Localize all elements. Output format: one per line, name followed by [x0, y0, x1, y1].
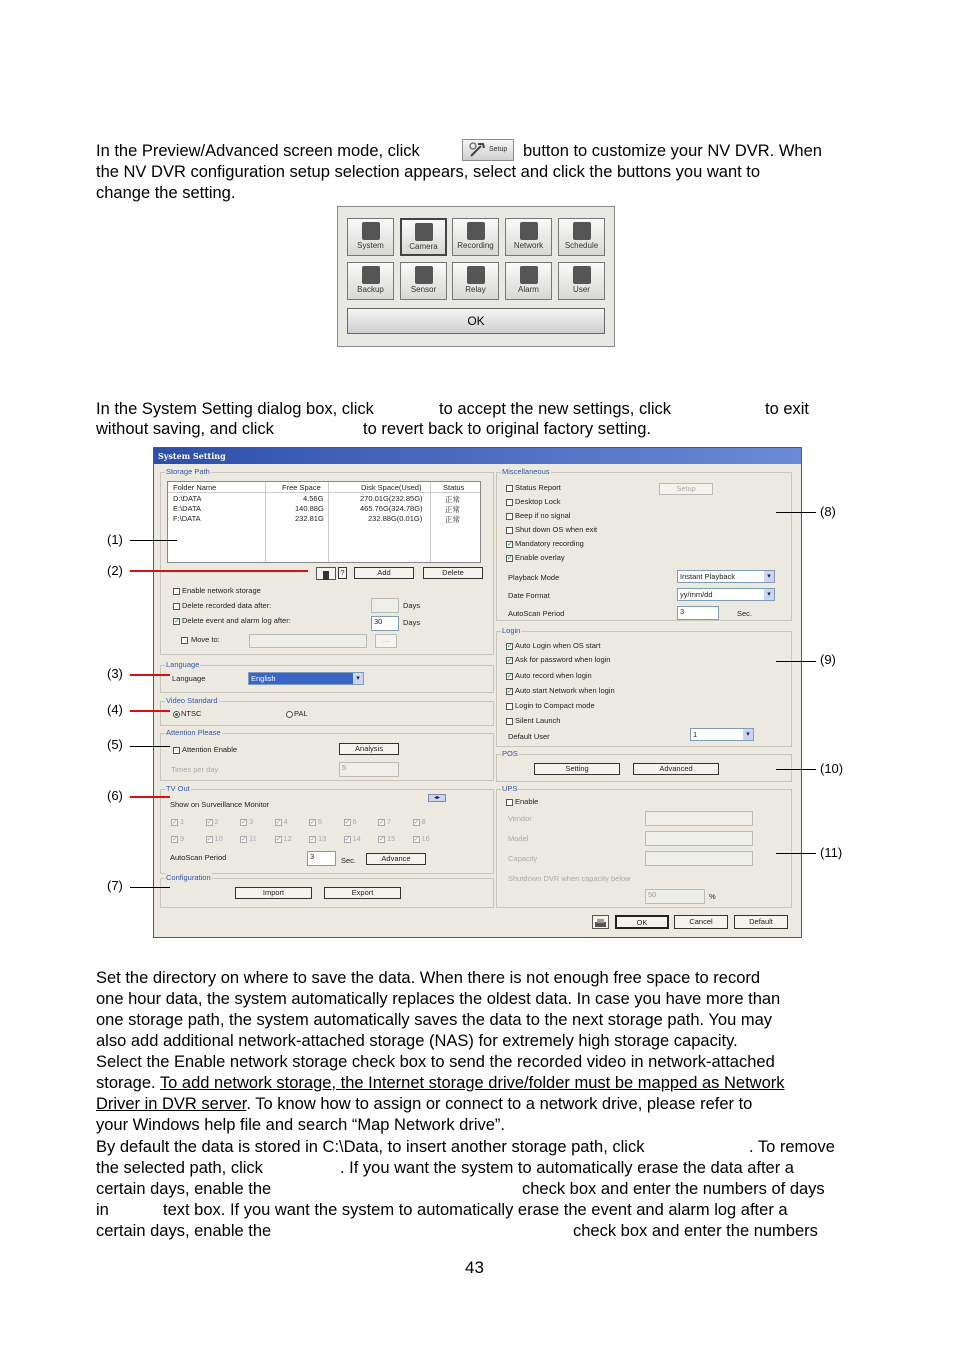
user-icon — [573, 266, 591, 284]
attention-group-label: Attention Please — [166, 728, 221, 737]
enable-overlay-checkbox[interactable]: ✓ — [507, 555, 513, 562]
move-to-input[interactable] — [249, 634, 367, 648]
sec-label: Sec. — [341, 856, 357, 865]
body-line: . If you want the system to automatically erase the data after a — [340, 1159, 794, 1177]
body-line: your Windows help file and search “Map Network drive”. — [96, 1116, 505, 1134]
event-days-input[interactable]: 30 — [371, 616, 399, 631]
body-line: Set the directory on where to save the data. When there is not enough free space to record — [96, 969, 761, 987]
callout-line-red — [130, 570, 308, 572]
callout-5: (5) — [107, 737, 123, 752]
sec-label: Sec. — [737, 609, 753, 618]
backup-button[interactable]: Backup — [347, 262, 394, 300]
table-cell: 270.01G(232.85G) — [360, 494, 423, 503]
callout-1: (1) — [107, 532, 123, 547]
table-cell: 465.76G(324.78G) — [360, 504, 423, 513]
attention-enable-checkbox[interactable] — [173, 747, 180, 754]
pos-group-label: POS — [502, 749, 518, 758]
delete-recorded-label: Delete recorded data after: — [182, 601, 272, 610]
callout-line-red — [130, 796, 170, 798]
misc-autoscan-input[interactable]: 3 — [677, 606, 719, 620]
language-group — [160, 660, 494, 693]
network-storage-note: To add network storage, the Internet storage drive/folder must be mapped as Network — [159, 1074, 785, 1092]
tv-channel-label: 3 — [249, 817, 254, 826]
body-paragraph-1 — [96, 968, 856, 1136]
miscellaneous-group — [496, 467, 792, 621]
ups-enable-checkbox[interactable] — [506, 799, 513, 806]
relay-button[interactable]: Relay — [452, 262, 499, 300]
capacity-label: Capacity — [508, 854, 538, 863]
schedule-icon — [573, 222, 591, 240]
tv-out-group — [160, 784, 494, 874]
storage-table[interactable] — [167, 481, 481, 563]
move-to-label: Move to: — [191, 635, 220, 644]
tv-channel-checkbox[interactable]: ✓ — [206, 836, 213, 843]
tv-channel-checkbox[interactable]: ✓ — [310, 836, 316, 843]
help-button[interactable]: ? — [338, 567, 347, 579]
storage-path-group — [160, 467, 494, 655]
configuration-label: Configuration — [166, 873, 211, 882]
ups-enable-label: Enable — [515, 797, 539, 806]
tv-channel-label: 11 — [249, 834, 257, 843]
pos-advanced-button[interactable]: Advanced — [633, 763, 719, 775]
col-disk-space: Disk Space(Used) — [361, 483, 422, 492]
setup-label: Setup — [489, 146, 508, 153]
callout-line-red — [130, 710, 170, 712]
tv-channel-label: 5 — [318, 817, 323, 826]
dialog-intro-line-1b: to accept the new settings, click — [439, 400, 672, 418]
status-report-label: Status Report — [515, 483, 561, 492]
tv-channel-label: 2 — [214, 817, 219, 826]
chevron-down-icon: ▾ — [743, 729, 753, 740]
tv-channel-checkbox[interactable]: ✓ — [310, 819, 316, 826]
body-line: one storage path, the system automatically saves the data to the next storage path. You may — [96, 1011, 773, 1029]
tv-channel-checkbox[interactable]: ✓ — [275, 819, 282, 826]
dialog-cancel-button[interactable]: Cancel — [674, 915, 728, 929]
tv-channel-label: 14 — [352, 834, 361, 843]
intro-line-1b: button to customize your NV DVR. When — [523, 142, 822, 160]
body-line: also add additional network-attached storage (NAS) for extremely high storage capacity. — [96, 1032, 738, 1050]
col-status: Status — [443, 483, 465, 492]
mandatory-recording-checkbox[interactable]: ✓ — [507, 541, 513, 548]
tv-channel-checkbox[interactable]: ✓ — [241, 836, 247, 843]
tv-channel-checkbox[interactable]: ✓ — [379, 819, 385, 826]
ups-group-label: UPS — [502, 784, 518, 793]
tv-channel-checkbox[interactable]: ✓ — [172, 819, 178, 826]
ntsc-radio[interactable] — [173, 711, 180, 718]
beep-checkbox[interactable] — [506, 513, 513, 520]
dialog-title: System Setting — [154, 448, 801, 464]
pos-setting-button[interactable]: Setting — [534, 763, 620, 775]
user-button[interactable]: User — [558, 262, 605, 300]
tv-channel-checkbox[interactable]: ✓ — [241, 819, 247, 826]
callout-line — [776, 512, 816, 513]
table-cell: F:\DATA — [173, 514, 201, 523]
table-cell: D:\DATA — [173, 494, 202, 503]
table-cell: 正常 — [445, 495, 460, 504]
tv-channel-label: 1 — [180, 817, 185, 826]
body-line: one hour data, the system automatically replaces the oldest data. In case you have more than — [96, 990, 781, 1008]
misc-group-label: Miscellaneous — [502, 467, 550, 476]
delete-event-label: Delete event and alarm log after: — [182, 616, 291, 625]
pal-label: PAL — [294, 709, 308, 718]
date-format-select[interactable]: yy/mm/dd ▾ — [677, 588, 775, 601]
col-free-space: Free Space — [282, 483, 321, 492]
tv-out-label: TV Out — [166, 784, 190, 793]
auto-record-checkbox[interactable]: ✓ — [507, 673, 513, 680]
network-icon — [520, 222, 538, 240]
compact-mode-label: Login to Compact mode — [515, 701, 595, 710]
silent-launch-checkbox[interactable] — [506, 718, 513, 725]
enable-network-label: Enable network storage — [182, 586, 261, 595]
callout-7: (7) — [107, 878, 123, 893]
tv-channel-label: 10 — [214, 834, 223, 843]
language-label: Language — [172, 674, 206, 683]
pos-group — [496, 749, 792, 782]
tv-channel-checkbox[interactable]: ✓ — [275, 836, 282, 843]
capacity-input[interactable] — [645, 851, 753, 866]
tv-channel-label: 13 — [318, 834, 327, 843]
show-monitor-label: Show on Surveillance Monitor — [170, 800, 270, 809]
playback-mode-label: Playback Mode — [508, 573, 560, 582]
ups-percent-input[interactable]: 50 — [645, 889, 705, 904]
dialog-ok-button[interactable]: OK — [615, 915, 669, 929]
tv-channel-checkbox[interactable]: ✓ — [344, 836, 351, 843]
setup-button-image — [462, 139, 514, 161]
callout-line-red — [130, 674, 170, 676]
recording-icon — [467, 222, 485, 240]
network-storage-note: Driver in DVR server — [96, 1095, 247, 1113]
shutdown-dvr-label: Shutdown DVR when capacity below — [508, 874, 631, 883]
days-label: Days — [403, 618, 421, 627]
page-number: 43 — [465, 1258, 484, 1277]
camera-button[interactable]: Camera — [400, 218, 447, 256]
auto-network-checkbox[interactable]: ✓ — [507, 688, 513, 695]
status-report-checkbox[interactable] — [506, 485, 513, 492]
callout-2: (2) — [107, 563, 123, 578]
backup-icon — [362, 266, 380, 284]
body-line: By default the data is stored in C:\Data, to insert another storage path, click — [96, 1138, 645, 1156]
body-line: text box. If you want the system to automatically erase the event and alarm log after a — [163, 1201, 788, 1219]
delete-event-checkbox[interactable]: ✓ — [174, 618, 180, 625]
callout-line — [130, 887, 170, 888]
recorded-days-input[interactable] — [371, 598, 399, 613]
language-group-label: Language — [166, 660, 200, 669]
vendor-label: Vendor — [508, 814, 532, 823]
dialog-intro-line-1c: to exit — [765, 400, 810, 418]
table-cell: 140.88G — [295, 504, 324, 513]
auto-network-label: Auto start Network when login — [515, 686, 615, 695]
ups-group — [496, 784, 792, 908]
beep-label: Beep if no signal — [515, 511, 571, 520]
callout-3: (3) — [107, 666, 123, 681]
alarm-button[interactable]: Alarm — [505, 262, 552, 300]
status-setup-button[interactable]: Setup — [659, 483, 713, 495]
analysis-button[interactable]: Analysis — [339, 743, 399, 755]
days-label: Days — [403, 601, 421, 610]
tv-channel-label: 12 — [283, 834, 292, 843]
desktop-lock-label: Desktop Lock — [515, 497, 561, 506]
login-group — [496, 626, 792, 747]
tv-channel-label: 4 — [283, 817, 288, 826]
tv-channel-checkbox[interactable]: ✓ — [344, 819, 351, 826]
configuration-group — [160, 873, 494, 908]
browse-button[interactable]: ... — [375, 634, 397, 648]
camera-icon — [415, 223, 433, 241]
playback-mode-select[interactable]: Instant Playback ▾ — [677, 570, 775, 583]
compact-mode-checkbox[interactable] — [506, 703, 513, 710]
silent-launch-label: Silent Launch — [515, 716, 561, 725]
percent-label: % — [709, 892, 716, 901]
tv-channel-label: 6 — [352, 817, 357, 826]
misc-autoscan-label: AutoScan Period — [508, 609, 565, 618]
network-button[interactable]: Network — [505, 218, 552, 256]
system-icon — [362, 222, 380, 240]
callout-line — [776, 853, 816, 854]
tv-channel-label: 7 — [387, 817, 392, 826]
delete-recorded-checkbox[interactable] — [173, 603, 180, 610]
setup-selection-panel — [337, 206, 615, 347]
body-line: the selected path, click — [96, 1159, 263, 1177]
intro-line-3: change the setting. — [96, 184, 236, 202]
body-line: . To remove — [749, 1138, 835, 1156]
attention-enable-label: Attention Enable — [182, 745, 238, 754]
chevron-down-icon: ▾ — [764, 571, 774, 582]
network-drive-button[interactable] — [316, 567, 336, 580]
desktop-lock-checkbox[interactable] — [506, 499, 513, 506]
intro-line-1: In the Preview/Advanced screen mode, click — [96, 142, 420, 160]
tv-channel-label: 9 — [180, 834, 185, 843]
video-standard-label: Video Standard — [166, 696, 218, 705]
mandatory-recording-label: Mandatory recording — [515, 539, 584, 548]
table-cell: E:\DATA — [173, 504, 202, 513]
ok-button[interactable]: OK — [347, 308, 605, 334]
tv-channel-label: 16 — [421, 834, 430, 843]
ask-password-checkbox[interactable]: ✓ — [507, 657, 513, 664]
alarm-icon — [520, 266, 538, 284]
table-cell: 正常 — [445, 505, 460, 514]
callout-line — [776, 661, 816, 662]
export-button[interactable]: Export — [324, 887, 401, 899]
scroll-arrows-icon[interactable]: ◂▸ — [428, 794, 446, 802]
auto-record-label: Auto record when login — [515, 671, 592, 680]
callout-8: (8) — [820, 504, 836, 519]
relay-icon — [467, 266, 485, 284]
body-line: check box and enter the numbers of days — [522, 1180, 825, 1198]
vendor-input[interactable] — [645, 811, 753, 826]
enable-network-checkbox[interactable] — [173, 588, 180, 595]
callout-line — [776, 769, 816, 770]
tv-channel-label: 8 — [421, 817, 426, 826]
default-user-select[interactable]: 1 ▾ — [690, 728, 754, 741]
tv-channel-label: 15 — [387, 834, 396, 843]
date-format-label: Date Format — [508, 591, 550, 600]
sensor-icon — [415, 266, 433, 284]
attention-group — [160, 728, 494, 781]
add-button[interactable]: Add — [354, 567, 414, 579]
move-to-checkbox[interactable] — [181, 637, 188, 644]
tv-advance-button[interactable]: Advance — [366, 853, 426, 865]
auto-login-label: Auto Login when OS start — [515, 641, 601, 650]
callout-4: (4) — [107, 702, 123, 717]
callout-6: (6) — [107, 788, 123, 803]
dialog-intro-line-1: In the System Setting dialog box, click — [96, 400, 374, 418]
chevron-down-icon: ▾ — [764, 589, 774, 600]
tv-autoscan-label: AutoScan Period — [170, 853, 227, 862]
body-line: certain days, enable the — [96, 1222, 272, 1240]
times-per-day-label: Times per day — [171, 765, 219, 774]
times-per-day-input[interactable]: 5 — [339, 762, 399, 777]
model-label: Model — [508, 834, 529, 843]
table-cell: 232.88G(0.01G) — [368, 514, 423, 523]
tv-channel-checkbox[interactable]: ✓ — [379, 836, 385, 843]
body-line: Select the Enable network storage check box to send the recorded video in network-attached — [96, 1053, 775, 1071]
callout-11: (11) — [820, 845, 843, 860]
table-cell: 232.81G — [295, 514, 324, 523]
login-group-label: Login — [502, 626, 521, 635]
body-line: Driver in DVR server. To know how to assign or connect to a network drive, please refer to — [96, 1095, 753, 1113]
table-cell: 正常 — [445, 515, 460, 524]
callout-10: (10) — [820, 761, 844, 776]
enable-overlay-label: Enable overlay — [515, 553, 565, 562]
dialog-intro-line-2: without saving, and click — [96, 420, 274, 438]
callout-9: (9) — [820, 652, 836, 667]
intro-line-2: the NV DVR configuration setup selection appears, select and click the buttons you want to — [96, 163, 761, 181]
pal-radio[interactable] — [286, 711, 293, 718]
shutdown-os-checkbox[interactable] — [506, 527, 513, 534]
col-folder-name: Folder Name — [173, 483, 217, 492]
language-select[interactable]: English ▾ — [248, 672, 364, 685]
system-setting-dialog — [153, 447, 802, 938]
schedule-button[interactable]: Schedule — [558, 218, 605, 256]
video-standard-group — [160, 696, 494, 726]
storage-path-label: Storage Path — [166, 467, 210, 476]
body-line: in — [96, 1201, 109, 1219]
auto-login-checkbox[interactable]: ✓ — [507, 643, 513, 650]
ntsc-label: NTSC — [181, 709, 202, 718]
dialog-intro-line-2b: to revert back to original factory setting. — [363, 420, 651, 438]
tv-channel-checkbox[interactable]: ✓ — [206, 819, 213, 826]
tv-channel-checkbox[interactable]: ✓ — [413, 819, 420, 826]
callout-line — [130, 540, 177, 541]
table-cell: 4.56G — [303, 494, 324, 503]
default-user-label: Default User — [508, 732, 550, 741]
body-line: check box and enter the numbers — [573, 1222, 818, 1240]
sensor-button[interactable]: Sensor — [400, 262, 447, 300]
printer-icon — [593, 917, 608, 929]
print-button[interactable] — [592, 915, 609, 929]
tv-autoscan-input[interactable]: 3 — [307, 851, 336, 866]
dialog-default-button[interactable]: Default — [734, 915, 788, 929]
body-line: certain days, enable the — [96, 1180, 272, 1198]
system-button[interactable]: System — [347, 218, 394, 256]
drive-icon — [317, 570, 335, 581]
ask-password-label: Ask for password when login — [515, 655, 611, 664]
tv-channel-checkbox[interactable]: ✓ — [172, 836, 178, 843]
chevron-down-icon: ▾ — [353, 673, 363, 684]
body-line: storage. To add network storage, the Internet storage drive/folder must be mapped as Network — [96, 1074, 785, 1092]
shutdown-os-label: Shut down OS when exit — [515, 525, 598, 534]
model-input[interactable] — [645, 831, 753, 846]
recording-button[interactable]: Recording — [452, 218, 499, 256]
callout-line — [130, 746, 170, 747]
import-button[interactable]: Import — [235, 887, 312, 899]
tv-channel-checkbox[interactable]: ✓ — [413, 836, 420, 843]
delete-button[interactable]: Delete — [423, 567, 483, 579]
